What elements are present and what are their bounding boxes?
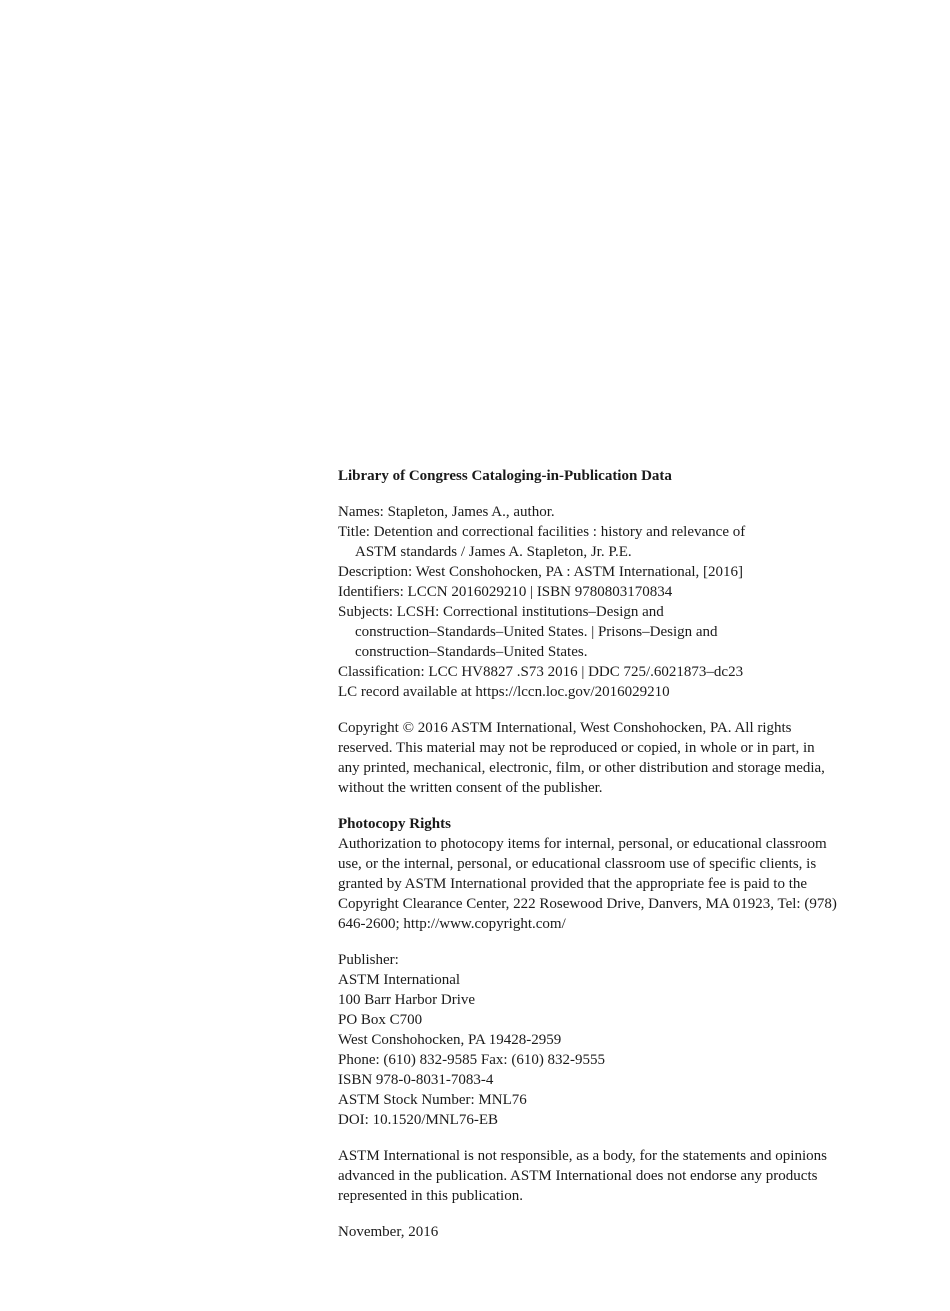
disclaimer [338, 1146, 883, 1206]
cip-entries [338, 502, 883, 702]
copyright-line: reserved. This material may not be reproduced or copied, in whole or in part, in [338, 740, 815, 756]
date-text: November, 2016 [338, 1224, 439, 1240]
cip-title-continued: ASTM standards / James A. Stapleton, Jr. P.E. [355, 544, 632, 560]
publisher-street: 100 Barr Harbor Drive [338, 992, 476, 1008]
cip-heading: Library of Congress Cataloging-in-Publication Data [338, 468, 672, 484]
photocopy-line: granted by ASTM International provided that the appropriate fee is paid to the [338, 876, 808, 892]
cip-block [338, 466, 883, 702]
publisher-label: Publisher: [338, 952, 399, 968]
photocopy-rights [338, 814, 883, 934]
publisher-info [338, 950, 883, 1130]
publisher-isbn: ISBN 978-0-8031-7083-4 [338, 1072, 494, 1088]
cip-classification: Classification: LCC HV8827 .S73 2016 | DDC 725/.6021873–dc23 [338, 664, 744, 680]
publisher-name: ASTM International [338, 972, 461, 988]
publisher-po-box: PO Box C700 [338, 1012, 423, 1028]
photocopy-line: use, or the internal, personal, or educational classroom use of specific clients, is [338, 856, 817, 872]
cip-title: Title: Detention and correctional facilities : history and relevance of [338, 524, 746, 540]
cip-description: Description: West Conshohocken, PA : ASTM International, [2016] [338, 564, 744, 580]
photocopy-heading: Photocopy Rights [338, 816, 451, 832]
cip-subjects-continued: construction–Standards–United States. [355, 644, 588, 660]
copyright-line: Copyright © 2016 ASTM International, West Conshohocken, PA. All rights [338, 720, 792, 736]
disclaimer-line: ASTM International is not responsible, as a body, for the statements and opinions [338, 1148, 827, 1164]
copyright-notice [338, 718, 883, 798]
publication-date [338, 1222, 883, 1242]
cip-names: Names: Stapleton, James A., author. [338, 504, 555, 520]
cip-identifiers: Identifiers: LCCN 2016029210 | ISBN 9780803170834 [338, 584, 673, 600]
copyright-line: any printed, mechanical, electronic, film, or other distribution and storage media, [338, 760, 825, 776]
photocopy-line: 646-2600; http://www.copyright.com/ [338, 916, 566, 932]
publisher-city: West Conshohocken, PA 19428-2959 [338, 1032, 562, 1048]
publisher-doi: DOI: 10.1520/MNL76-EB [338, 1112, 498, 1128]
copyright-line: without the written consent of the publisher. [338, 780, 603, 796]
disclaimer-line: advanced in the publication. ASTM International does not endorse any products [338, 1168, 818, 1184]
publisher-stock-number: ASTM Stock Number: MNL76 [338, 1092, 527, 1108]
cip-lc-record: LC record available at https://lccn.loc.gov/2016029210 [338, 684, 670, 700]
disclaimer-line: represented in this publication. [338, 1188, 523, 1204]
publisher-phone-fax: Phone: (610) 832-9585 Fax: (610) 832-9555 [338, 1052, 606, 1068]
cip-subjects: Subjects: LCSH: Correctional institutions–Design and [338, 604, 664, 620]
copyright-page [338, 466, 883, 1242]
cip-subjects-continued: construction–Standards–United States. | Prisons–Design and [355, 624, 718, 640]
photocopy-line: Copyright Clearance Center, 222 Rosewood Drive, Danvers, MA 01923, Tel: (978) [338, 896, 837, 912]
photocopy-line: Authorization to photocopy items for internal, personal, or educational classroom [338, 836, 827, 852]
